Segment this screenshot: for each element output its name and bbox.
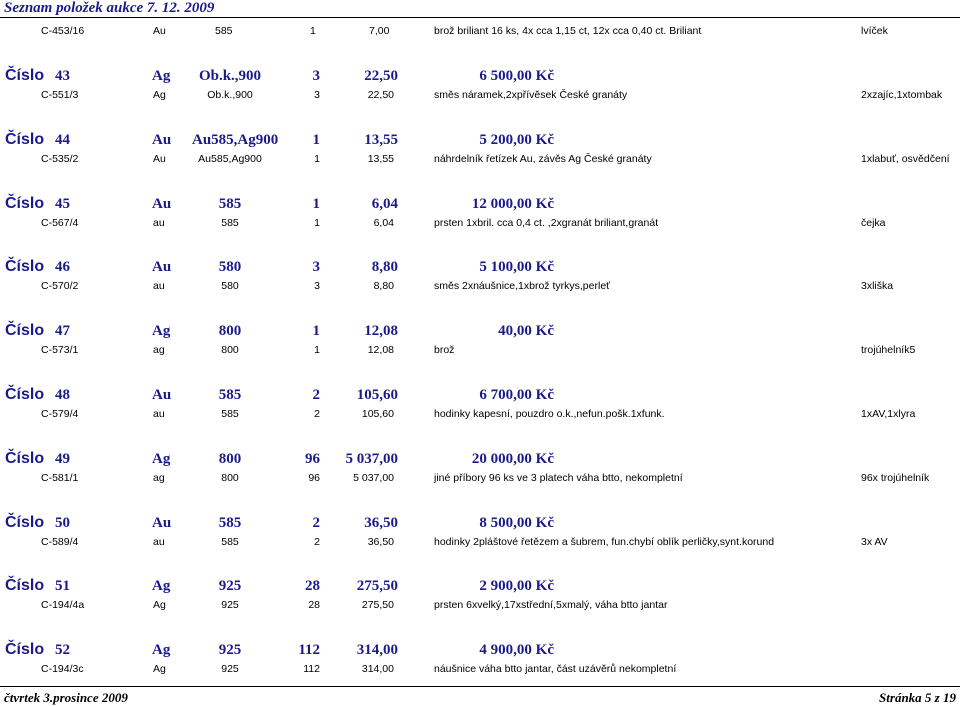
item-weight: 275,50 <box>361 599 394 611</box>
item-qty: 3 <box>314 280 320 292</box>
item-price: 40,00 Kč <box>498 323 554 339</box>
item-qty: 3 <box>314 89 320 101</box>
item-number: 48 <box>55 387 70 403</box>
item-price: 20 000,00 Kč <box>471 451 554 467</box>
item-fineness: 925 <box>218 642 242 658</box>
item-weight: 6,04 <box>373 217 394 229</box>
item-tag: 3xliška <box>861 280 894 292</box>
item-metal: Ag <box>152 578 171 594</box>
item-qty: 28 <box>305 578 320 594</box>
item-fineness: 925 <box>221 663 239 675</box>
item-weight: 275,50 <box>356 578 398 594</box>
item-label: Číslo <box>5 131 45 148</box>
item-tag: trojúhelník5 <box>861 344 916 356</box>
item-code: C-581/1 <box>41 472 79 484</box>
item-number: 44 <box>55 132 70 148</box>
item-qty: 1 <box>312 323 320 339</box>
item-qty: 112 <box>298 642 320 658</box>
item-price: 5 200,00 Kč <box>479 132 554 148</box>
item-weight: 5 037,00 <box>345 451 398 467</box>
item-fineness: 925 <box>221 599 239 611</box>
item-fineness: Ob.k.,900 <box>207 89 253 101</box>
item-description: prsten 6xvelký,17xstřední,5xmalý, váha btto jantar <box>434 599 668 611</box>
item-metal: au <box>153 536 165 548</box>
item-fineness: 585 <box>221 536 239 548</box>
item-qty: 96 <box>305 451 320 467</box>
item-metal: Ag <box>152 642 171 658</box>
item-weight: 22,50 <box>364 68 398 84</box>
item-weight: 5 037,00 <box>353 472 394 484</box>
item-metal: Au <box>152 259 172 275</box>
item-description: hodinky kapesní, pouzdro o.k.,nefun.pošk.1xfunk. <box>434 408 665 420</box>
item-qty: 2 <box>314 408 320 420</box>
item-label: Číslo <box>5 67 45 84</box>
item-metal: au <box>153 217 165 229</box>
item-metal: Ag <box>153 599 166 611</box>
item-description: brož briliant 16 ks, 4x cca 1,15 ct, 12x cca 0,40 ct. Briliant <box>434 25 702 37</box>
item-qty: 96 <box>308 472 320 484</box>
item-code: C-453/16 <box>41 25 85 37</box>
item-description: směs 2xnáušnice,1xbrož tyrkys,perleť <box>434 280 611 292</box>
item-fineness: 585 <box>218 196 242 212</box>
item-fineness: 800 <box>218 323 242 339</box>
item-weight: 13,55 <box>367 153 394 165</box>
item-qty: 1 <box>312 196 320 212</box>
item-code: C-551/3 <box>41 89 79 101</box>
item-metal: ag <box>153 472 165 484</box>
item-label: Číslo <box>5 577 45 594</box>
item-price: 5 100,00 Kč <box>479 259 554 275</box>
item-price: 4 900,00 Kč <box>479 642 554 658</box>
item-tag: čejka <box>861 217 886 229</box>
item-description: prsten 1xbril. cca 0,4 ct. ,2xgranát briliant,granát <box>434 217 659 229</box>
item-tag: lvíček <box>861 25 888 37</box>
item-metal: au <box>153 408 165 420</box>
item-tag: 1xlabuť, osvědčení <box>861 153 950 165</box>
item-metal: Au <box>153 153 166 165</box>
item-weight: 7,00 <box>369 25 390 37</box>
item-code: C-573/1 <box>41 344 79 356</box>
item-fineness: 800 <box>218 451 242 467</box>
item-metal: Ag <box>153 89 166 101</box>
item-metal: au <box>153 280 165 292</box>
item-weight: 12,08 <box>364 323 398 339</box>
item-weight: 314,00 <box>356 642 398 658</box>
item-label: Číslo <box>5 450 45 467</box>
item-fineness: 585 <box>218 515 242 531</box>
item-qty: 28 <box>308 599 320 611</box>
page-title: Seznam položek aukce 7. 12. 2009 <box>4 0 215 16</box>
item-tag: 1xAV,1xlyra <box>861 408 916 420</box>
item-weight: 36,50 <box>367 536 394 548</box>
item-description: směs náramek,2xpřívěsek České granáty <box>434 89 628 101</box>
item-qty: 1 <box>310 25 316 37</box>
item-metal: Ag <box>152 451 171 467</box>
item-code: C-589/4 <box>41 536 79 548</box>
item-price: 6 700,00 Kč <box>479 387 554 403</box>
item-label: Číslo <box>5 514 45 531</box>
item-metal: Ag <box>152 323 171 339</box>
item-code: C-570/2 <box>41 280 79 292</box>
item-metal: Ag <box>153 663 166 675</box>
item-metal: Au <box>152 196 172 212</box>
item-fineness: 585 <box>218 387 242 403</box>
item-code: C-194/3c <box>41 663 84 675</box>
footer-rule <box>0 686 960 687</box>
item-description: brož <box>434 344 455 356</box>
item-description: hodinky 2pláštové řetězem a šubrem, fun.chybí oblík perličky,synt.korund <box>434 536 775 548</box>
item-label: Číslo <box>5 195 45 212</box>
item-number: 52 <box>55 642 70 658</box>
item-qty: 2 <box>312 387 320 403</box>
item-qty: 1 <box>314 344 320 356</box>
item-number: 43 <box>55 68 70 84</box>
item-description: náhrdelník řetízek Au, závěs Ag České granáty <box>434 153 652 165</box>
item-qty: 3 <box>312 259 320 275</box>
item-weight: 105,60 <box>356 387 398 403</box>
header-rule <box>0 17 960 18</box>
item-fineness: 925 <box>218 578 242 594</box>
item-fineness: 585 <box>221 408 239 420</box>
item-qty: 1 <box>314 217 320 229</box>
item-code: C-194/4a <box>41 599 85 611</box>
item-qty: 1 <box>312 132 320 148</box>
item-metal: Au <box>152 387 172 403</box>
item-metal: Au <box>152 515 172 531</box>
item-label: Číslo <box>5 258 45 275</box>
item-fineness: 800 <box>221 472 239 484</box>
item-fineness: Au585,Ag900 <box>192 132 279 148</box>
item-fineness: Au585,Ag900 <box>198 153 262 165</box>
item-code: C-535/2 <box>41 153 79 165</box>
item-fineness: 580 <box>218 259 242 275</box>
item-number: 46 <box>55 259 70 275</box>
item-tag: 2xzajíc,1xtombak <box>861 89 943 101</box>
item-label: Číslo <box>5 641 45 658</box>
item-number: 50 <box>55 515 70 531</box>
item-weight: 6,04 <box>371 196 398 212</box>
item-fineness: Ob.k.,900 <box>198 68 262 84</box>
item-weight: 8,80 <box>371 259 398 275</box>
item-metal: Au <box>153 25 166 37</box>
item-weight: 314,00 <box>361 663 394 675</box>
item-weight: 8,80 <box>373 280 394 292</box>
item-qty: 112 <box>303 663 320 675</box>
item-tag: 96x trojúhelník <box>861 472 930 484</box>
item-weight: 36,50 <box>364 515 398 531</box>
item-qty: 2 <box>314 536 320 548</box>
item-qty: 3 <box>312 68 320 84</box>
item-description: jiné příbory 96 ks ve 3 platech váha btto, nekompletní <box>434 472 683 484</box>
footer-date: čtvrtek 3.prosince 2009 <box>4 690 128 705</box>
item-fineness: 800 <box>221 344 239 356</box>
item-code: C-579/4 <box>41 408 79 420</box>
item-qty: 2 <box>312 515 320 531</box>
item-code: C-567/4 <box>41 217 79 229</box>
item-price: 12 000,00 Kč <box>471 196 554 212</box>
item-weight: 22,50 <box>367 89 394 101</box>
item-weight: 105,60 <box>361 408 394 420</box>
item-tag: 3x AV <box>861 536 888 548</box>
item-number: 49 <box>55 451 70 467</box>
item-qty: 1 <box>314 153 320 165</box>
item-metal: Ag <box>152 68 171 84</box>
item-weight: 13,55 <box>364 132 398 148</box>
item-metal: ag <box>153 344 165 356</box>
item-number: 47 <box>55 323 70 339</box>
item-fineness: 585 <box>215 25 233 37</box>
item-label: Číslo <box>5 322 45 339</box>
item-price: 8 500,00 Kč <box>479 515 554 531</box>
item-number: 51 <box>55 578 70 594</box>
item-fineness: 585 <box>221 217 239 229</box>
item-metal: Au <box>152 132 172 148</box>
item-price: 6 500,00 Kč <box>479 68 554 84</box>
item-weight: 12,08 <box>367 344 394 356</box>
item-fineness: 580 <box>221 280 239 292</box>
footer-page: Stránka 5 z 19 <box>879 690 956 705</box>
item-number: 45 <box>55 196 70 212</box>
item-label: Číslo <box>5 386 45 403</box>
item-description: náušnice váha btto jantar, část uzávěrů nekompletní <box>434 663 677 675</box>
item-price: 2 900,00 Kč <box>479 578 554 594</box>
